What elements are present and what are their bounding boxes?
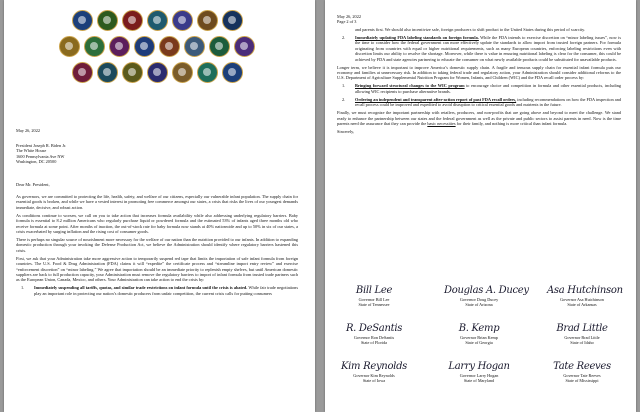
address-line: The White House — [16, 148, 47, 154]
signer-name: Governor Larry Hogan — [459, 373, 499, 378]
signature-ink: Larry Hogan — [448, 361, 510, 372]
signature — [444, 360, 514, 383]
letter-page-2 — [325, 0, 636, 412]
signature — [547, 322, 617, 345]
item-continuation: and parents first. We should also incentivize safe, foreign producers to shift product to the United States during this period of scarcity. — [355, 27, 586, 32]
numbered-item — [337, 35, 621, 62]
state-seal-icon — [172, 62, 193, 83]
signer-state: State of Arkansas — [567, 302, 597, 307]
state-seal-icon — [97, 10, 118, 31]
page-header — [337, 14, 361, 25]
state-seal-icon — [172, 10, 193, 31]
signer-state: State of Tennessee — [358, 302, 390, 307]
letter-body-page-2 — [337, 27, 621, 137]
signature-ink: Kim Reynolds — [340, 361, 408, 372]
state-seal-icon — [222, 62, 243, 83]
signature — [547, 284, 623, 307]
salutation: Dear Mr. President, — [16, 182, 50, 187]
state-seal-icon — [234, 36, 255, 57]
item-heading: Immediately suspending all tariffs, quotas, and similar trade restrictions on infant formula until the crisis is abated. — [34, 285, 248, 291]
item-number: 2. — [342, 35, 346, 40]
signature-ink: Asa Hutchinson — [547, 285, 623, 296]
page-number: Page 2 of 3 — [337, 19, 357, 25]
recipient-address — [16, 143, 66, 165]
body-paragraph: As conditions continue to worsen, we call on you to take action that increases formula availability while also addressing underlying regulatory barriers. Baby formula is essential to 8.2 million Americans who regularly purchase liquid or powdered formula and the estimated 53% of infants aged three months old who receive formula at some point. After months of inaction, the out-of-stock rate for baby formula now stands at 40% nationwide and up to 50% in six of our states, a crisis exacerbated by surging inflation and the rising cost of consumer goods. — [16, 212, 298, 235]
letter-body-page-1 — [16, 194, 298, 299]
body-paragraph — [337, 110, 621, 126]
state-seal-icon — [209, 36, 230, 57]
state-seal-icon — [122, 10, 143, 31]
item-heading: Immediately updating FDA labeling standards on foreign formula. — [355, 35, 479, 40]
signer-name: Governor Brian Kemp — [460, 335, 498, 340]
signer-state: State of Florida — [360, 340, 388, 345]
signer-state: State of Arizona — [465, 302, 493, 307]
signer-state: State of Maryland — [463, 378, 495, 383]
item-text: While the FDA intends to exercise discretion on “minor labeling issues”, now is the time to consider how the federal government can more effectively update the standards to allow import from trusted foreign partners. For formula originating from countries with equal or higher nutritional requirements, such as many European countries, enforcing labeling restrictions even with discretion limits our ability to resolve the shortage. Moreover, while there is value in ensuring nutritional labeling is clear for the consumer, this could be achieved by FDA and state agencies partnering to educate the consumer on what newly available products could be substituted for unavailable products. — [355, 35, 622, 62]
signer-name: Governor Tate Reeves — [563, 373, 601, 378]
signer-name: Governor Ron DeSantis — [353, 335, 395, 340]
basic-necessities-link[interactable]: basic necessities — [427, 121, 456, 127]
state-seal-icon — [72, 62, 93, 83]
signature — [339, 322, 409, 345]
address-line: 1600 Pennsylvania Ave NW — [16, 153, 65, 159]
signature-ink: R. DeSantis — [345, 323, 403, 334]
closing-line: Sincerely, — [337, 129, 355, 135]
state-seal-icon — [122, 62, 143, 83]
item-number: 2. — [342, 96, 346, 102]
body-paragraph: There is perhaps no singular source of nourishment more necessary for the welfare of our nation than the nutrition provided to our infants. In addition to expanding domestic production through your invoking the Defense Production Act, we believe the Administration should identify where regulatory barriers hastened this crisis. — [16, 237, 298, 253]
state-seal-icon — [197, 10, 218, 31]
signature-ink: Douglas A. Ducey — [444, 285, 529, 296]
signature — [547, 360, 617, 383]
signature-ink: Brad Little — [556, 323, 608, 334]
signature — [444, 322, 514, 345]
state-seals-group — [37, 10, 285, 118]
numbered-item — [16, 285, 298, 296]
signer-name: Governor Doug Ducey — [459, 297, 499, 302]
signature — [444, 284, 529, 307]
body-paragraph: Longer term, we believe it is important to improve America’s domestic supply chain. A fragile and tenuous supply chain for essential infant formula puts our economy and families at unnecessary risk. In addition to taking federal trade and regulatory action, your Administration should consider additional reforms to the U.S. Department of Agriculture Supplemental Nutrition Program for Women, Infants, and Children (WIC) and the FDA recall order process by: — [337, 64, 621, 81]
state-seal-icon — [222, 10, 243, 31]
item-text: While fair trade negotiations play an important role in protecting our nation’s domestic producers from unfair competition, the current crisis calls for putting consumers — [34, 285, 298, 296]
signer-state: State of Georgia — [465, 340, 493, 345]
state-seal-icon — [147, 62, 168, 83]
state-seal-icon — [159, 36, 180, 57]
signer-name: Governor Asa Hutchinson — [560, 297, 604, 302]
numbered-item — [337, 83, 621, 94]
paragraph-text: for their family, and nothing is more critical than infant formula. — [455, 121, 568, 127]
item-heading: Bringing forward structural changes to the WIC program — [355, 83, 465, 89]
state-seal-icon — [59, 36, 80, 57]
letter-page-1 — [4, 0, 315, 412]
state-seal-icon — [147, 10, 168, 31]
state-seal-icon — [72, 10, 93, 31]
signer-name: Governor Bill Lee — [358, 297, 390, 302]
signature — [339, 284, 409, 307]
address-line: President Joseph R. Biden Jr. — [16, 143, 67, 148]
state-seal-icon — [84, 36, 105, 57]
address-line: Washington, DC 20500 — [16, 159, 57, 165]
signer-name: Governor Kim Reynolds — [353, 373, 395, 378]
signature — [339, 360, 409, 383]
signer-name: Governor Brad Little — [564, 335, 600, 340]
state-seal-icon — [197, 62, 218, 83]
paragraph-text: Finally, we must recognize the important partnership with retailers, producers, and non-profits that are going above and beyond to meet the challenge. We stand ready to enhance the partnership between our states and the federal government as well as the private and public sectors to assist parents in need. Now is the time parents need the assurance that they can provide the — [337, 110, 621, 127]
signature-ink: B. Kemp — [458, 323, 500, 334]
signature-ink: Bill Lee — [355, 285, 393, 296]
letter-date: May 26, 2022 — [16, 128, 40, 133]
body-paragraph: As governors, we are committed to protecting the life, health, safety, and welfare of our citizens, especially our vulnerable infant population. The supply chain for essential goods is broken, and while we have a vested interest in promoting free commerce amongst our states, a crisis that risks the lives of our youngest demands immediate, decisive, and robust action. — [16, 194, 298, 210]
item-number: 1. — [21, 285, 25, 291]
item-text: to encourage choice and competition in formula and other essential products, including allowing WIC recipients to purchase alternative brands. — [355, 83, 622, 94]
numbered-item — [337, 97, 621, 108]
signer-state: State of Iowa — [362, 378, 386, 383]
signature-ink: Tate Reeves — [553, 361, 611, 372]
signer-state: State of Idaho — [570, 340, 594, 345]
body-paragraph: First, we ask that your Administration take more aggressive action to temporarily suspend red tape that limits the importation of safe infant formula from foreign countries. The U.S. Food & Drug Administration (FDA) claims it will “expedite” the certificate process and “streamline import entry review” and exercise “enforcement discretion” on “minor labeling.” We agree that importation should be an immediate priority to replenish empty shelves, but until American domestic suppliers are back to full production capacity, your Administration must remove the regulatory barriers to import of infant formula from trusted trade partners such as the European Union, Canada, Mexico, and others. Your Administration can take action to end the crisis by: — [16, 255, 298, 283]
item-number: 1. — [342, 83, 346, 89]
state-seal-icon — [184, 36, 205, 57]
header-date: May 26, 2022 — [337, 14, 361, 19]
state-seal-icon — [134, 36, 155, 57]
state-seal-icon — [109, 36, 130, 57]
state-seal-icon — [97, 62, 118, 83]
item-heading: Ordering an independent and transparent after-action report of past FDA recall orders, — [355, 96, 517, 102]
signer-state: State of Mississippi — [565, 378, 599, 383]
item-text: including recommendations on how the FDA inspection and recall process could be improved and expedited to avoid disruption to critical essential goods and nutrients in the future. — [355, 96, 621, 108]
